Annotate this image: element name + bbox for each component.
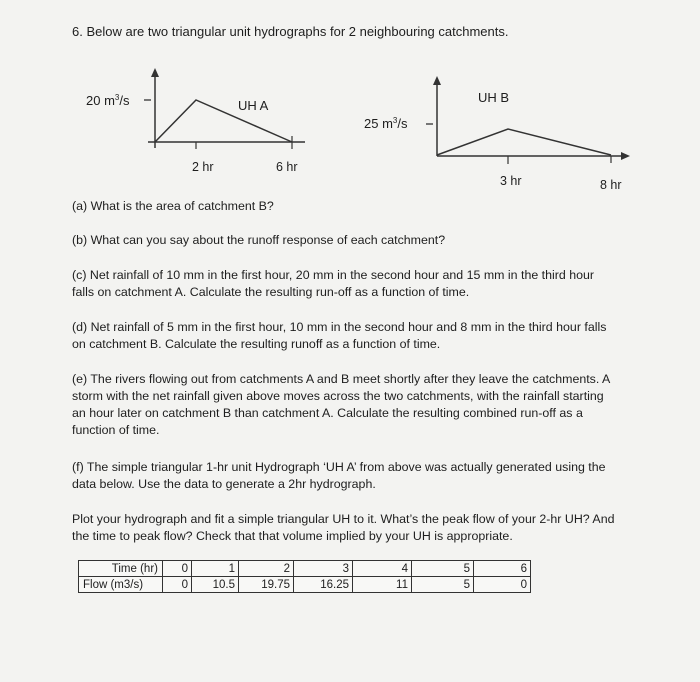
table-cell: 19.75 (239, 577, 294, 593)
uh-b-triangle (437, 129, 611, 155)
part-b-line: (b) What can you say about the runoff response of each catchment? (72, 233, 446, 247)
part-f-line: (f) The simple triangular 1-hr unit Hydrograph ‘UH A’ from above was actually generated using the (72, 460, 606, 474)
table-cell: 11 (353, 577, 412, 593)
table-cell: 1 (192, 561, 239, 577)
table-row-flow (79, 577, 531, 593)
table-cell: 0 (163, 561, 192, 577)
part-e-line: an hour later on catchment B than catchment A. Calculate the resulting combined run-off as a (72, 406, 583, 420)
part-f-line: data below. Use the data to generate a 2hr hydrograph. (72, 477, 376, 491)
table-cell: 5 (412, 561, 474, 577)
part-c-line: (c) Net rainfall of 10 mm in the first hour, 20 mm in the second hour and 15 mm in the third hour (72, 268, 595, 282)
part-a-line: (a) What is the area of catchment B? (72, 199, 274, 213)
part-e (72, 371, 610, 439)
uh-b-figure (364, 76, 630, 192)
uh-a-y-arrow (151, 68, 159, 77)
part-f (72, 459, 606, 493)
table-cell: 4 (353, 561, 412, 577)
uh-b-y-arrow (433, 76, 441, 85)
uh-b-name: UH B (478, 90, 510, 105)
part-g (72, 511, 614, 545)
uh-b-peak-label: 25 $m^3/s$ (364, 116, 408, 131)
uh-b-x-arrow (621, 152, 630, 160)
part-d (72, 319, 606, 353)
table-cell: 0 (163, 577, 192, 593)
uh-b-time-base-label: 8 hr (600, 178, 622, 192)
part-g-line: the time to peak flow? Check that that volume implied by your UH is appropriate. (72, 529, 513, 543)
table-cell: 2 (239, 561, 294, 577)
part-e-line: (e) The rivers flowing out from catchments A and B meet shortly after they leave the catchments. A (72, 372, 611, 386)
table-cell: 0 (474, 577, 531, 593)
flow-header: Flow (m3/s) (79, 577, 163, 593)
uh-a-triangle (155, 100, 292, 142)
table-cell: 10.5 (192, 577, 239, 593)
table-cell: 16.25 (294, 577, 353, 593)
uh-a-name: UH A (238, 98, 269, 113)
part-d-line: (d) Net rainfall of 5 mm in the first hour, 10 mm in the second hour and 8 mm in the third hour falls (72, 320, 607, 334)
part-b (72, 232, 445, 249)
part-e-line: function of time. (72, 423, 160, 437)
part-g-line: Plot your hydrograph and fit a simple triangular UH to it. What’s the peak flow of your 2-hr UH? And (72, 512, 615, 526)
table-cell: 6 (474, 561, 531, 577)
hydrograph-figures (0, 0, 700, 200)
uh-a-peak-label: 20 $m^3/s$ (86, 93, 130, 108)
part-e-line: storm with the net rainfall given above moves across the two catchments, with the rainfall starting (72, 389, 604, 403)
flow-data-table (78, 560, 531, 593)
table-row-time (79, 561, 531, 577)
uh-b-time-peak-label: 3 hr (500, 174, 522, 188)
question-title: 6. Below are two triangular unit hydrographs for 2 neighbouring catchments. (72, 24, 509, 39)
part-c (72, 267, 594, 301)
part-c-line: falls on catchment A. Calculate the resulting run-off as a function of time. (72, 285, 470, 299)
uh-a-figure (86, 68, 305, 174)
table-cell: 5 (412, 577, 474, 593)
uh-a-time-peak-label: 2 hr (192, 160, 214, 174)
part-d-line: on catchment B. Calculate the resulting runoff as a function of time. (72, 337, 441, 351)
table-cell: 3 (294, 561, 353, 577)
part-a (72, 198, 274, 215)
time-header: Time (hr) (79, 561, 163, 577)
uh-a-time-base-label: 6 hr (276, 160, 298, 174)
